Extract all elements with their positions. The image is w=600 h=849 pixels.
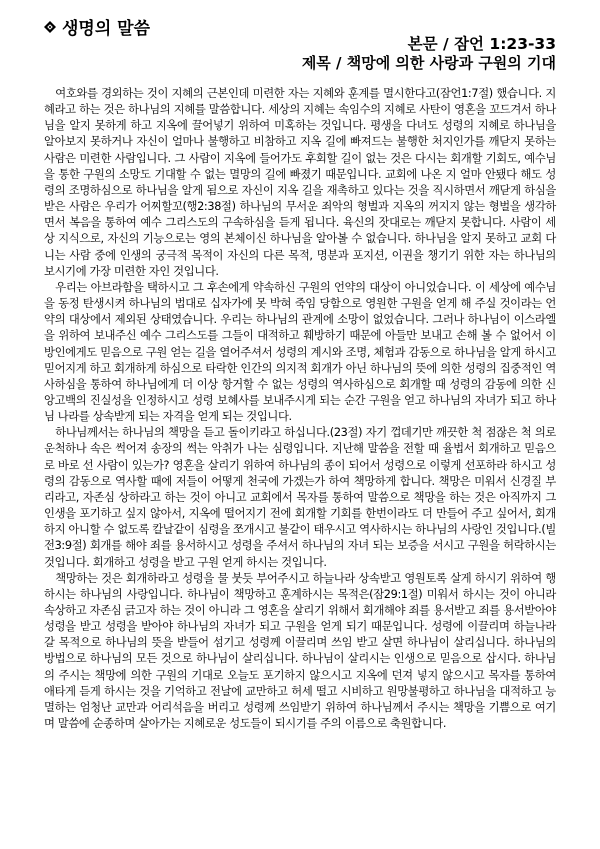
section-heading	[44, 14, 150, 39]
paragraph-3: 하나님께서는 하나님의 책망을 듣고 돌이키라고 하십니다.(23절) 자기 껍데기만 깨끗한 척 점잖은 척 의로운척하나 속은 썩어져 송장의 썩는 악취가 나는 심령입니다. 지난해 말씀을 전할 때 율법서 회개하고 믿음으로 바로 선 사람이 있는가? 영혼을 살리기 위하여 하나님의 종이 되어서 성령으로 이렇게 선포하라 하시고 성령의 감동으로 역사할 때에 저들이 어떻게 천국에 가겠는가 하여 책망하게 합니다. 책망은 미워서 신경질 부리라고, 자존심 상하라고 하는 것이 아니고 교회에서 목자를 통하여 말씀으로 책망을 하는 것은 아직까지 그 인생을 포기하고 싶지 않아서, 지옥에 떨어지기 전에 회개할 기회를 한번이라도 더 만들어 주고 싶어서, 회개하지 아니할 수 없도록 칼날같이 심령을 쪼개시고 불같이 태우시고 역사하시는 하나님의 사랑인 것입니다.(빌전3:9절) 회개를 해야 죄를 용서하시고 성령을 주셔서 하나님의 자녀 되는 보증을 서시고 구원을 허락하시는 것입니다. 회개하고 성령을 받고 구원 얻게 하시는 것입니다.	[44, 426, 556, 569]
sermon-header	[44, 0, 556, 72]
scripture-reference	[408, 32, 556, 54]
title-label: 제목	[301, 54, 331, 72]
diamond-bullet-icon	[44, 21, 56, 33]
section-title: 생명의 말씀	[62, 19, 151, 39]
paragraph-2: 우리는 아브라함을 택하시고 그 후손에게 약속하신 구원의 언약의 대상이 아니었습니다. 이 세상에 예수님을 동정 탄생시켜 하나님의 법대로 십자가에 못 박혀 죽임 당함으로 영원한 구원을 얻게 해 주실 것이라는 언약의 대상에서 제외된 상태였습니다. 우리는 하나님의 관계에 소망이 없었습니다. 그러나 하나님이 이스라엘을 위하여 보내주신 예수 그리스도를 그들이 대적하고 훼방하기 때문에 아들만 보내고 손해 볼 수 없어서 이방인에게도 믿음으로 구원 얻는 길을 열어주셔서 성령의 계시와 조명, 체험과 감동으로 하나님을 알게 하시고 믿어지게 하고 회개하게 하심으로 타락한 인간의 의지적 회개가 아닌 하나님의 뜻에 의한 성령의 집중적인 역사하심을 통하여 하나님에게 더 이상 항거할 수 없는 성령의 역사하심으로 회개할 때 성령의 감동에 의한 신앙고백의 진실성을 인정하시고 성령 보혜사를 보내주시게 되는 순간 구원을 얻고 하나님의 자녀가 되고 하나님 나라를 상속받게 되는 자격을 얻게 되는 것입니다.	[44, 280, 556, 424]
reference-label: 본문	[407, 35, 438, 53]
title-value: / 책망에 의한 사랑과 구원의 기대	[336, 54, 556, 72]
sermon-body	[44, 86, 556, 732]
paragraph-1: 여호와를 경외하는 것이 지혜의 근본인데 미련한 자는 지혜와 훈계를 멸시한다고(잠언1:7절) 했습니다. 지혜라고 하는 것은 하나님의 지혜를 말씀합니다. 세상의 지혜는 속임수의 지혜로 사탄이 영혼을 꼬드겨서 하나님을 알지 못하게 하고 지옥에 끌어넣기 위하여 미혹하는 것입니다. 평생을 다녀도 성령의 지혜로 하나님을 알아보지 못하거나 자신이 얼마나 불행하고 비참하고 지옥 길에 빠져드는 불행한 처지인가를 깨닫지 못하는 사람은 미련한 사람입니다. 그 사람이 지옥에 들어가도 후회할 길이 없는 것은 다시는 회개할 기회도, 예수님을 통한 구원의 소망도 기대할 수 없는 멸망의 길에 빠졌기 때문입니다. 교회에 나온 지 얼마 안됐다 해도 성령의 조명하심으로 하나님을 알게 됨으로 자신이 지옥 길을 재촉하고 있다는 것을 직시하면서 깨닫게 하심을 받은 사람은 우리가 어찌할꼬(행2:38절) 하나님의 무서운 죄악의 형벌과 지옥의 꺼지지 않는 형벌을 생각하면서 복음을 통하여 예수 그리스도의 구속하심을 듣게 됩니다. 육신의 잣대로는 깨닫지 못합니다. 사람이 세상 지식으로, 자신의 기능으로는 영의 본체이신 하나님을 알아볼 수 없습니다. 하나님을 알지 못하고 교회 다니는 사람 중에 인생의 궁극적 목적이 자신의 다른 목적, 명분과 포지션, 이권을 챙기기 위한 자는 하나님의 보시기에 가장 미련한 자인 것입니다.	[44, 87, 556, 278]
sermon-title	[302, 52, 556, 73]
paragraph-4: 책망하는 것은 회개하라고 성령을 물 붓듯 부어주시고 하늘나라 상속받고 영원토록 살게 하시기 위하여 행하시는 하나님의 사랑입니다. 하나님이 책망하고 훈계하시는 목적은(잠29:1절) 미워서 하시는 것이 아니라 속상하고 자존심 긁고자 하는 것이 아니라 그 영혼을 살리기 위해서 회개해야 죄를 용서받고 죄를 용서받아야 성령을 받고 성령을 받아야 하나님의 자녀가 되고 구원을 얻게 되기 때문입니다. 성령에 이끌리며 하늘나라 갈 목적으로 하나님의 뜻을 받들어 섬기고 성령께 이끌리며 쓰임 받고 살면 하나님이 살리십니다. 하나님의 방법으로 하나님의 모든 것으로 하나님이 살리십니다. 하나님이 살리시는 인생으로 믿음으로 삽시다. 하나님의 주시는 책망에 의한 구원의 기대로 오늘도 포기하지 않으시고 지옥에 던져 넣지 않으시고 목자를 통하여 애타게 듣게 하시는 것을 기억하고 전날에 교만하고 허세 떨고 시비하고 원망불평하고 하나님을 대적하고 능멸하는 엄청난 교만과 어리석음을 버리고 성령께 쓰임받기 위하여 하나님께서 주시는 책망을 기쁨으로 여기며 말씀에 순종하며 살아가는 지혜로운 성도들이 되시기를 주의 이름으로 축원합니다.	[44, 571, 556, 731]
reference-value: / 잠언 1:23-33	[443, 35, 556, 53]
